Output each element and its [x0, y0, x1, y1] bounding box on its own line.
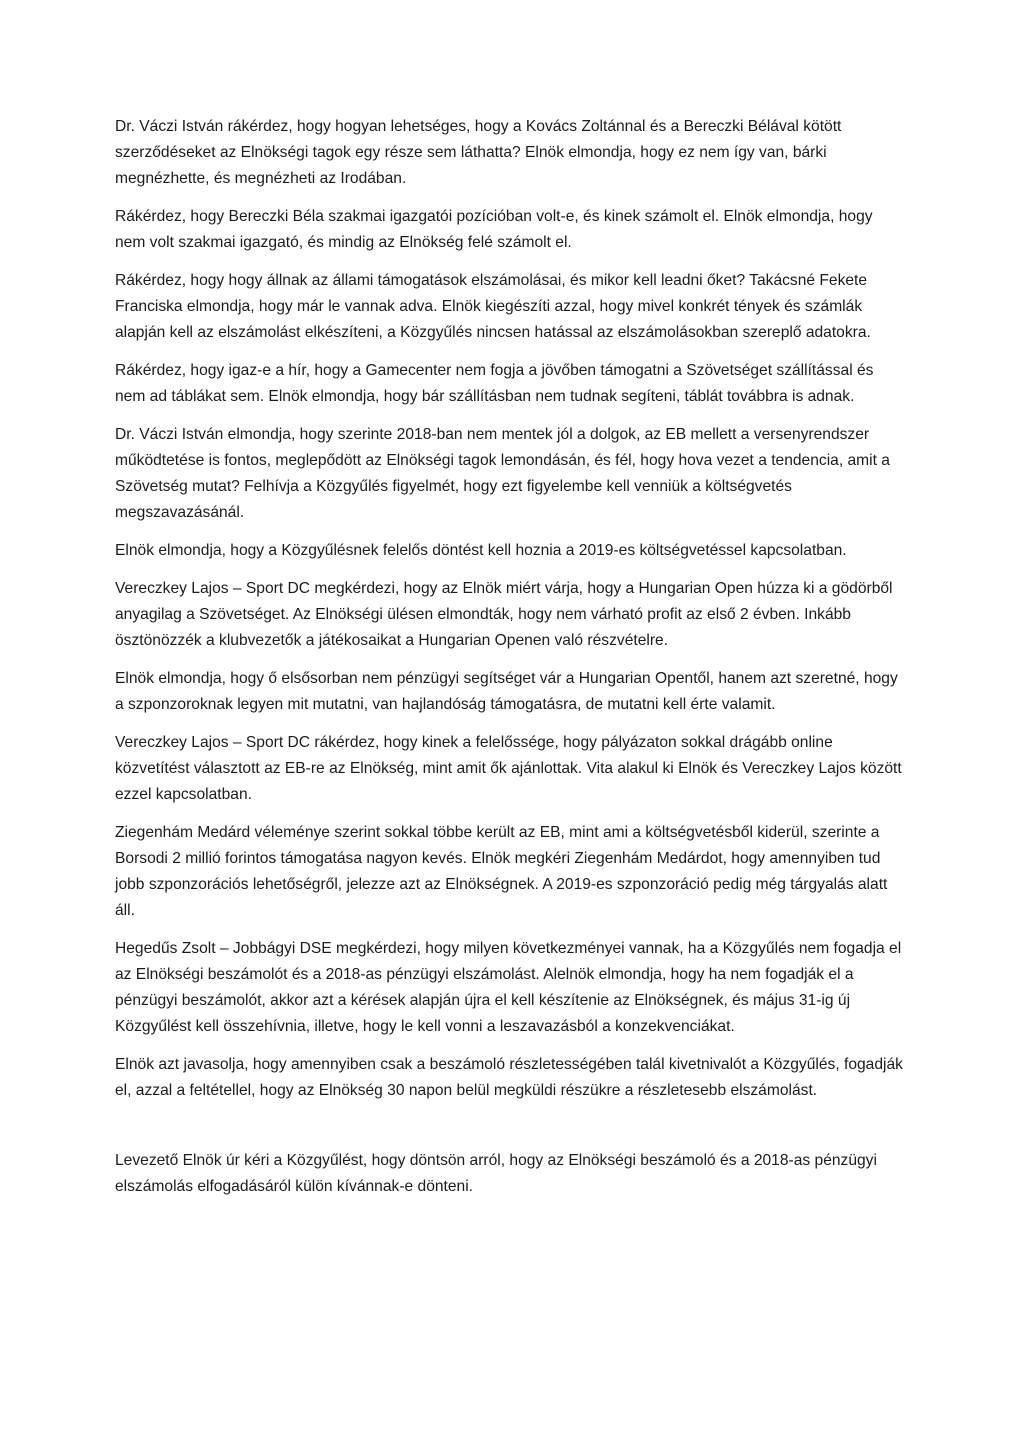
paragraph-hungarian-open-answer: Elnök elmondja, hogy ő elsősorban nem pénzügyi segítséget vár a Hungarian Opentől, hanem azt szeretné, hogy a szponzoroknak legyen mit mutatni, van hajlandóság támogatásra, de mutatni kell érte valamit. [115, 670, 898, 713]
paragraph-gamecenter: Rákérdez, hogy igaz-e a hír, hogy a Gamecenter nem fogja a jövőben támogatni a Szövetséget szállítással és nem ad táblákat sem. Elnök elmondja, hogy bár szállításban nem tudnak segíteni, táblát továbbra is adnak. [115, 362, 874, 405]
paragraph-state-subsidies: Rákérdez, hogy hogy állnak az állami támogatások elszámolásai, és mikor kell leadni őket? Takácsné Fekete Franciska elmondja, hogy már le vannak adva. Elnök kiegészíti azzal, hogy mivel konkrét tények és számlák alapján kell az elszámolást elkészíteni, a Közgyűlés nincsen hatással az elszámolásokban szereplő adatokra. [115, 272, 871, 341]
paragraph-sponsorship: Ziegenhám Medárd véleménye szerint sokkal többe került az EB, mint ami a költségvetésből kiderül, szerinte a Borsodi 2 millió forintos támogatása nagyon kevés. Elnök megkéri Ziegenhám Medárdot, hogy amennyiben tud jobb szponzorációs lehetőségről, jelezze azt az Elnökségnek. A 2019-es szponzoráció pedig még tárgyalás alatt áll. [115, 824, 888, 919]
paragraph-proposal: Elnök azt javasolja, hogy amennyiben csak a beszámoló részletességében talál kivetnivalót a Közgyűlés, fogadják el, azzal a feltétellel, hogy az Elnökség 30 napon belül megküldi részükre a részletesebb elszámolást. [115, 1056, 903, 1099]
paragraph-vaczi-question: Dr. Váczi István rákérdez, hogy hogyan lehetséges, hogy a Kovács Zoltánnal és a Bereczki Bélával kötött szerződéseket az Elnökségi tagok egy része sem láthatta? Elnök elmondja, hogy ez nem így van, bárki megnézhette, és megnézheti az Irodában. [115, 118, 842, 187]
paragraph-online-broadcast: Vereczkey Lajos – Sport DC rákérdez, hogy kinek a felelőssége, hogy pályázaton sokkal drágább online közvetítést választott az EB-re az Elnökség, mint amit ők ajánlottak. Vita alakul ki Elnök és Vereczkey Lajos között ezzel kapcsolatban. [115, 734, 902, 803]
paragraph-vaczi-opinion: Dr. Váczi István elmondja, hogy szerinte 2018-ban nem mentek jól a dolgok, az EB mellett a versenyrendszer működtetése is fontos, meglepődött az Elnökségi tagok lemondásán, és fél, hogy hova vezet a tendencia, amit a Szövetség mutat? Felhívja a Közgyűlés figyelmét, hogy ezt figyelembe kell venniük a költségvetés megszavazásánál. [115, 426, 890, 521]
paragraph-bereczki-role: Rákérdez, hogy Bereczki Béla szakmai igazgatói pozícióban volt-e, és kinek számolt el. Elnök elmondja, hogy nem volt szakmai igazgató, és mindig az Elnökség felé számolt el. [115, 208, 873, 251]
paragraph-responsible-decision: Elnök elmondja, hogy a Közgyűlésnek felelős döntést kell hoznia a 2019-es költségvetéssel kapcsolatban. [115, 542, 847, 559]
paragraph-hungarian-open-question: Vereczkey Lajos – Sport DC megkérdezi, hogy az Elnök miért várja, hogy a Hungarian Open húzza ki a gödörből anyagilag a Szövetséget. Az Elnökségi ülésen elmondták, hogy nem várható profit az első 2 évben. Inkább ösztönözzék a klubvezetők a játékosaikat a Hungarian Openen való részvételre. [115, 580, 893, 649]
paragraph-consequences: Hegedűs Zsolt – Jobbágyi DSE megkérdezi, hogy milyen következményei vannak, ha a Közgyűlés nem fogadja el az Elnökségi beszámolót és a 2018-as pénzügyi elszámolást. Alelnök elmondja, hogy ha nem fogadják el a pénzügyi beszámolót, akkor azt a kérések alapján újra el kell készítenie az Elnökségnek, és május 31-ig új Közgyűlést kell összehívnia, illetve, hogy le kell vonni a leszavazásból a konzekvenciákat. [115, 940, 902, 1035]
paragraph-vote-request: Levezető Elnök úr kéri a Közgyűlést, hogy döntsön arról, hogy az Elnökségi beszámoló és a 2018-as pénzügyi elszámolás elfogadásáról külön kívánnak-e dönteni. [115, 1152, 877, 1195]
document-page [115, 114, 905, 1212]
